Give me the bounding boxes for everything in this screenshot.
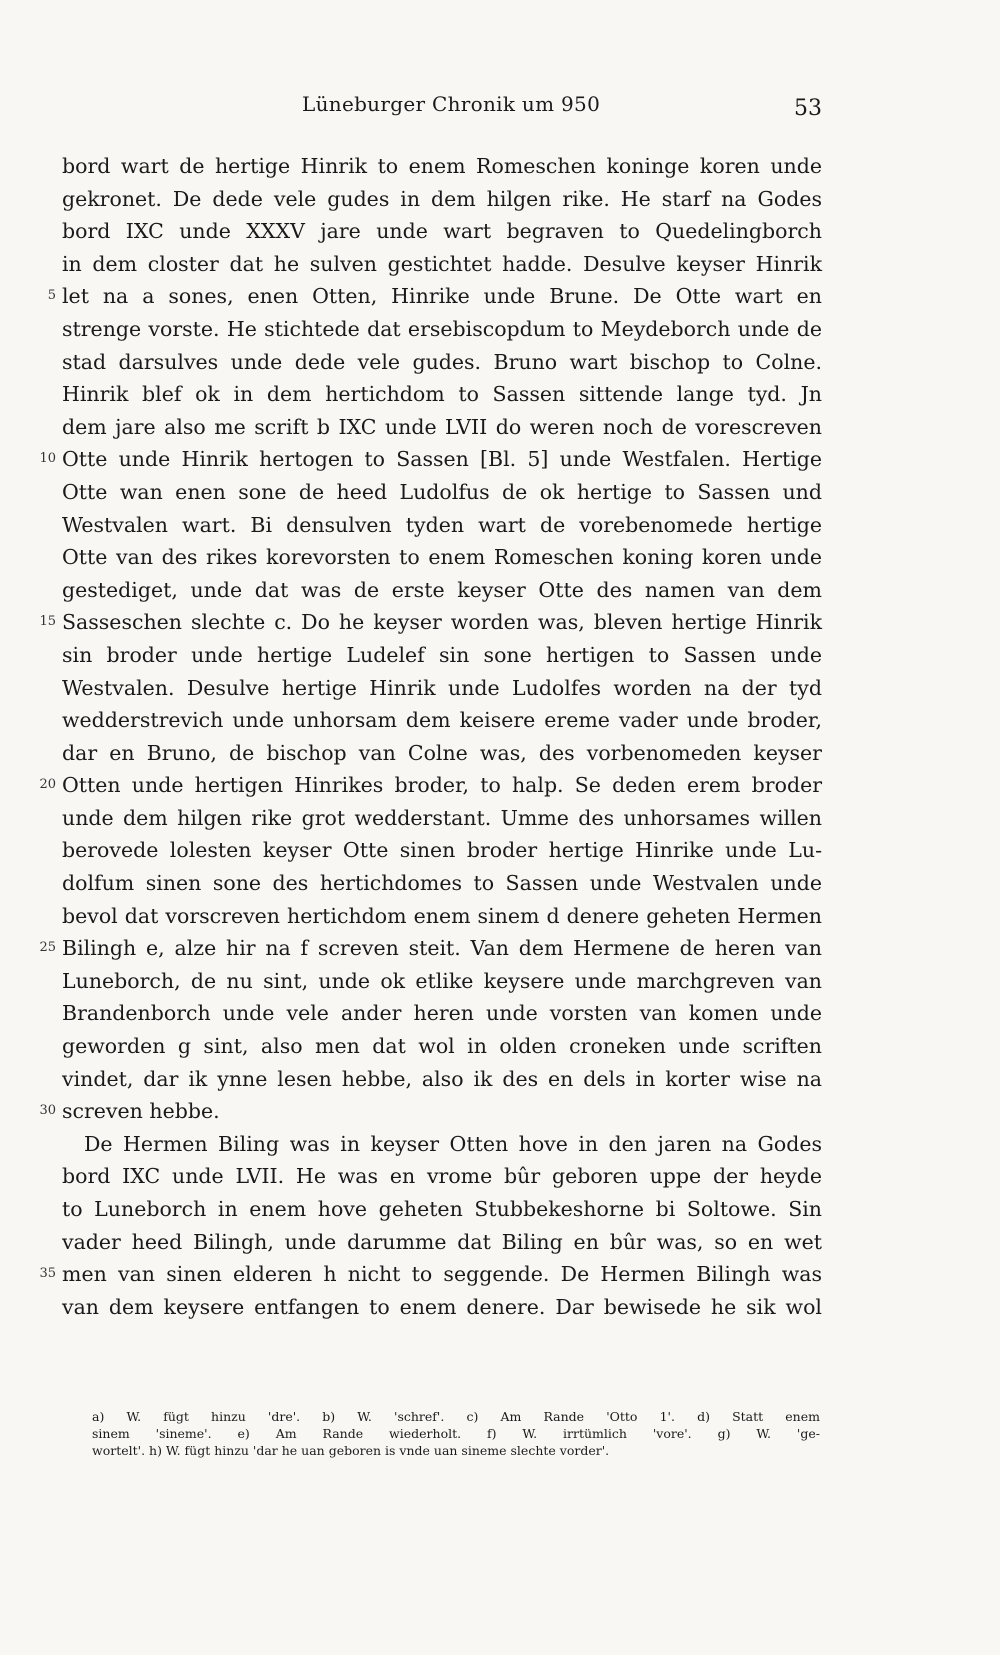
text-line	[62, 1063, 822, 1096]
text-line	[39, 1095, 822, 1128]
text-line	[39, 932, 822, 965]
line-text: stad darsulves unde dede vele gudes. Bruno wart bischop to Colne.	[62, 349, 822, 374]
line-text: Luneborch, de nu sint, unde ok etlike keysere unde marchgreven van	[62, 968, 822, 993]
line-text: Bilingh e, alze hir na f screven steit. Van dem Hermene de heren van	[62, 936, 822, 961]
text-line	[62, 1226, 822, 1259]
line-text: De Hermen Biling was in keyser Otten hove in den jaren na Godes	[84, 1131, 822, 1156]
text-line	[62, 1193, 822, 1226]
line-text: Otte van des rikes korevorsten to enem Romeschen koning koren unde	[62, 545, 822, 570]
line-text: bord IXC unde LVII. He was en vrome bûr geboren uppe der heyde	[62, 1164, 822, 1189]
text-line	[62, 411, 822, 444]
text-line	[62, 476, 822, 509]
line-number: 30	[39, 1103, 56, 1119]
text-line	[62, 1128, 822, 1161]
line-text: Westvalen wart. Bi densulven tyden wart de vorebenomede hertige	[62, 512, 822, 537]
line-text: strenge vorste. He stichtede dat ersebiscopdum to Meydeborch unde de	[62, 316, 822, 341]
line-text: dem jare also me scrift b IXC unde LVII do weren noch de vorescreven	[62, 414, 822, 439]
line-text: unde dem hilgen rike grot wedderstant. Umme des unhorsames willen	[62, 805, 822, 830]
footnotes	[92, 1408, 820, 1459]
line-text: gestediget, unde dat was de erste keyser Otte des namen van dem	[62, 577, 822, 602]
line-text: dolfum sinen sone des hertichdomes to Sassen unde Westvalen unde	[62, 871, 822, 896]
line-number: 5	[47, 288, 56, 304]
page-header	[62, 92, 822, 128]
line-text: vindet, dar ik ynne lesen hebbe, also ik des en dels in korter wise na	[62, 1066, 822, 1091]
line-text: let na a sones, enen Otten, Hinrike unde Brune. De Otte wart en	[62, 284, 822, 309]
line-text: Sasseschen slechte c. Do he keyser worden was, bleven hertige Hinrik	[62, 610, 822, 635]
line-text: bord IXC unde XXXV jare unde wart begraven to Quedelingborch	[62, 219, 822, 244]
line-text: wedderstrevich unde unhorsam dem keisere ereme vader unde broder,	[62, 708, 822, 733]
page-number: 53	[794, 96, 822, 121]
line-text: Westvalen. Desulve hertige Hinrik unde Ludolfes worden na der tyd	[62, 675, 822, 700]
text-line	[62, 1030, 822, 1063]
line-text: sin broder unde hertige Ludelef sin sone hertigen to Sassen unde	[62, 642, 822, 667]
line-number: 20	[39, 777, 56, 793]
text-line	[62, 313, 822, 346]
text-line	[62, 965, 822, 998]
running-title: Lüneburger Chronik um 950	[302, 92, 601, 116]
line-text: berovede lolesten keyser Otte sinen broder hertige Hinrike unde Lu-	[62, 838, 822, 863]
text-line	[39, 443, 822, 476]
text-line	[62, 248, 822, 281]
text-line	[62, 378, 822, 411]
line-text: bord wart de hertige Hinrik to enem Romeschen koninge koren unde	[62, 154, 822, 178]
body-text	[39, 150, 822, 1323]
line-text: Otten unde hertigen Hinrikes broder, to halp. Se deden erem broder	[62, 773, 822, 798]
footnote-line: wortelt'. h) W. fügt hinzu 'dar he uan geboren is vnde uan sineme slechte vorder'.	[92, 1443, 610, 1458]
line-text: in dem closter dat he sulven gestichtet hadde. Desulve keyser Hinrik	[62, 251, 822, 276]
line-text: screven hebbe.	[62, 1099, 220, 1124]
text-line	[39, 1258, 822, 1291]
line-text: to Luneborch in enem hove geheten Stubbekeshorne bi Soltowe. Sin	[62, 1197, 822, 1221]
text-line	[62, 541, 822, 574]
text-line	[39, 606, 822, 639]
text-line	[47, 280, 822, 313]
text-line	[62, 639, 822, 672]
line-text: bevol dat vorscreven hertichdom enem sinem d denere geheten Hermen	[62, 903, 822, 928]
line-text: Brandenborch unde vele ander heren unde vorsten van komen unde	[62, 1001, 822, 1026]
text-line	[62, 509, 822, 542]
footnote-line: sinem 'sineme'. e) Am Rande wiederholt. f) W. irrtümlich 'vore'. g) W. 'ge-	[92, 1426, 820, 1441]
line-number: 25	[39, 940, 56, 956]
text-line	[62, 346, 822, 379]
line-number: 10	[39, 451, 56, 467]
line-text: Otte unde Hinrik hertogen to Sassen [Bl. 5] unde Westfalen. Hertige	[62, 447, 822, 472]
text-line	[62, 672, 822, 705]
text-line	[62, 867, 822, 900]
line-text: van dem keysere entfangen to enem denere. Dar bewisede he sik wol	[62, 1294, 822, 1319]
line-text: men van sinen elderen h nicht to seggende. De Hermen Bilingh was	[62, 1262, 822, 1287]
line-text: geworden g sint, also men dat wol in olden croneken unde scriften	[62, 1034, 822, 1059]
text-line	[62, 183, 822, 216]
text-line	[62, 997, 822, 1030]
text-line	[39, 769, 822, 802]
line-number: 35	[39, 1266, 56, 1282]
line-text: gekronet. De dede vele gudes in dem hilgen rike. He starf na Godes	[62, 186, 822, 211]
text-line	[62, 1160, 822, 1193]
text-line	[62, 737, 822, 770]
line-number: 15	[39, 614, 56, 630]
text-line	[62, 834, 822, 867]
text-line	[62, 1291, 822, 1324]
text-line	[62, 802, 822, 835]
line-text: Otte wan enen sone de heed Ludolfus de ok hertige to Sassen und	[62, 479, 822, 504]
line-text: Hinrik blef ok in dem hertichdom to Sassen sittende lange tyd. Jn	[62, 382, 822, 407]
text-line	[62, 900, 822, 933]
text-line	[62, 150, 822, 183]
footnote-line: a) W. fügt hinzu 'dre'. b) W. 'schref'. c) Am Rande 'Otto 1'. d) Statt enem	[92, 1409, 820, 1424]
text-line	[62, 704, 822, 737]
text-line	[62, 574, 822, 607]
line-text: vader heed Bilingh, unde darumme dat Biling en bûr was, so en wet	[62, 1229, 822, 1254]
text-line	[62, 215, 822, 248]
line-text: dar en Bruno, de bischop van Colne was, des vorbenomeden keyser	[62, 740, 822, 765]
